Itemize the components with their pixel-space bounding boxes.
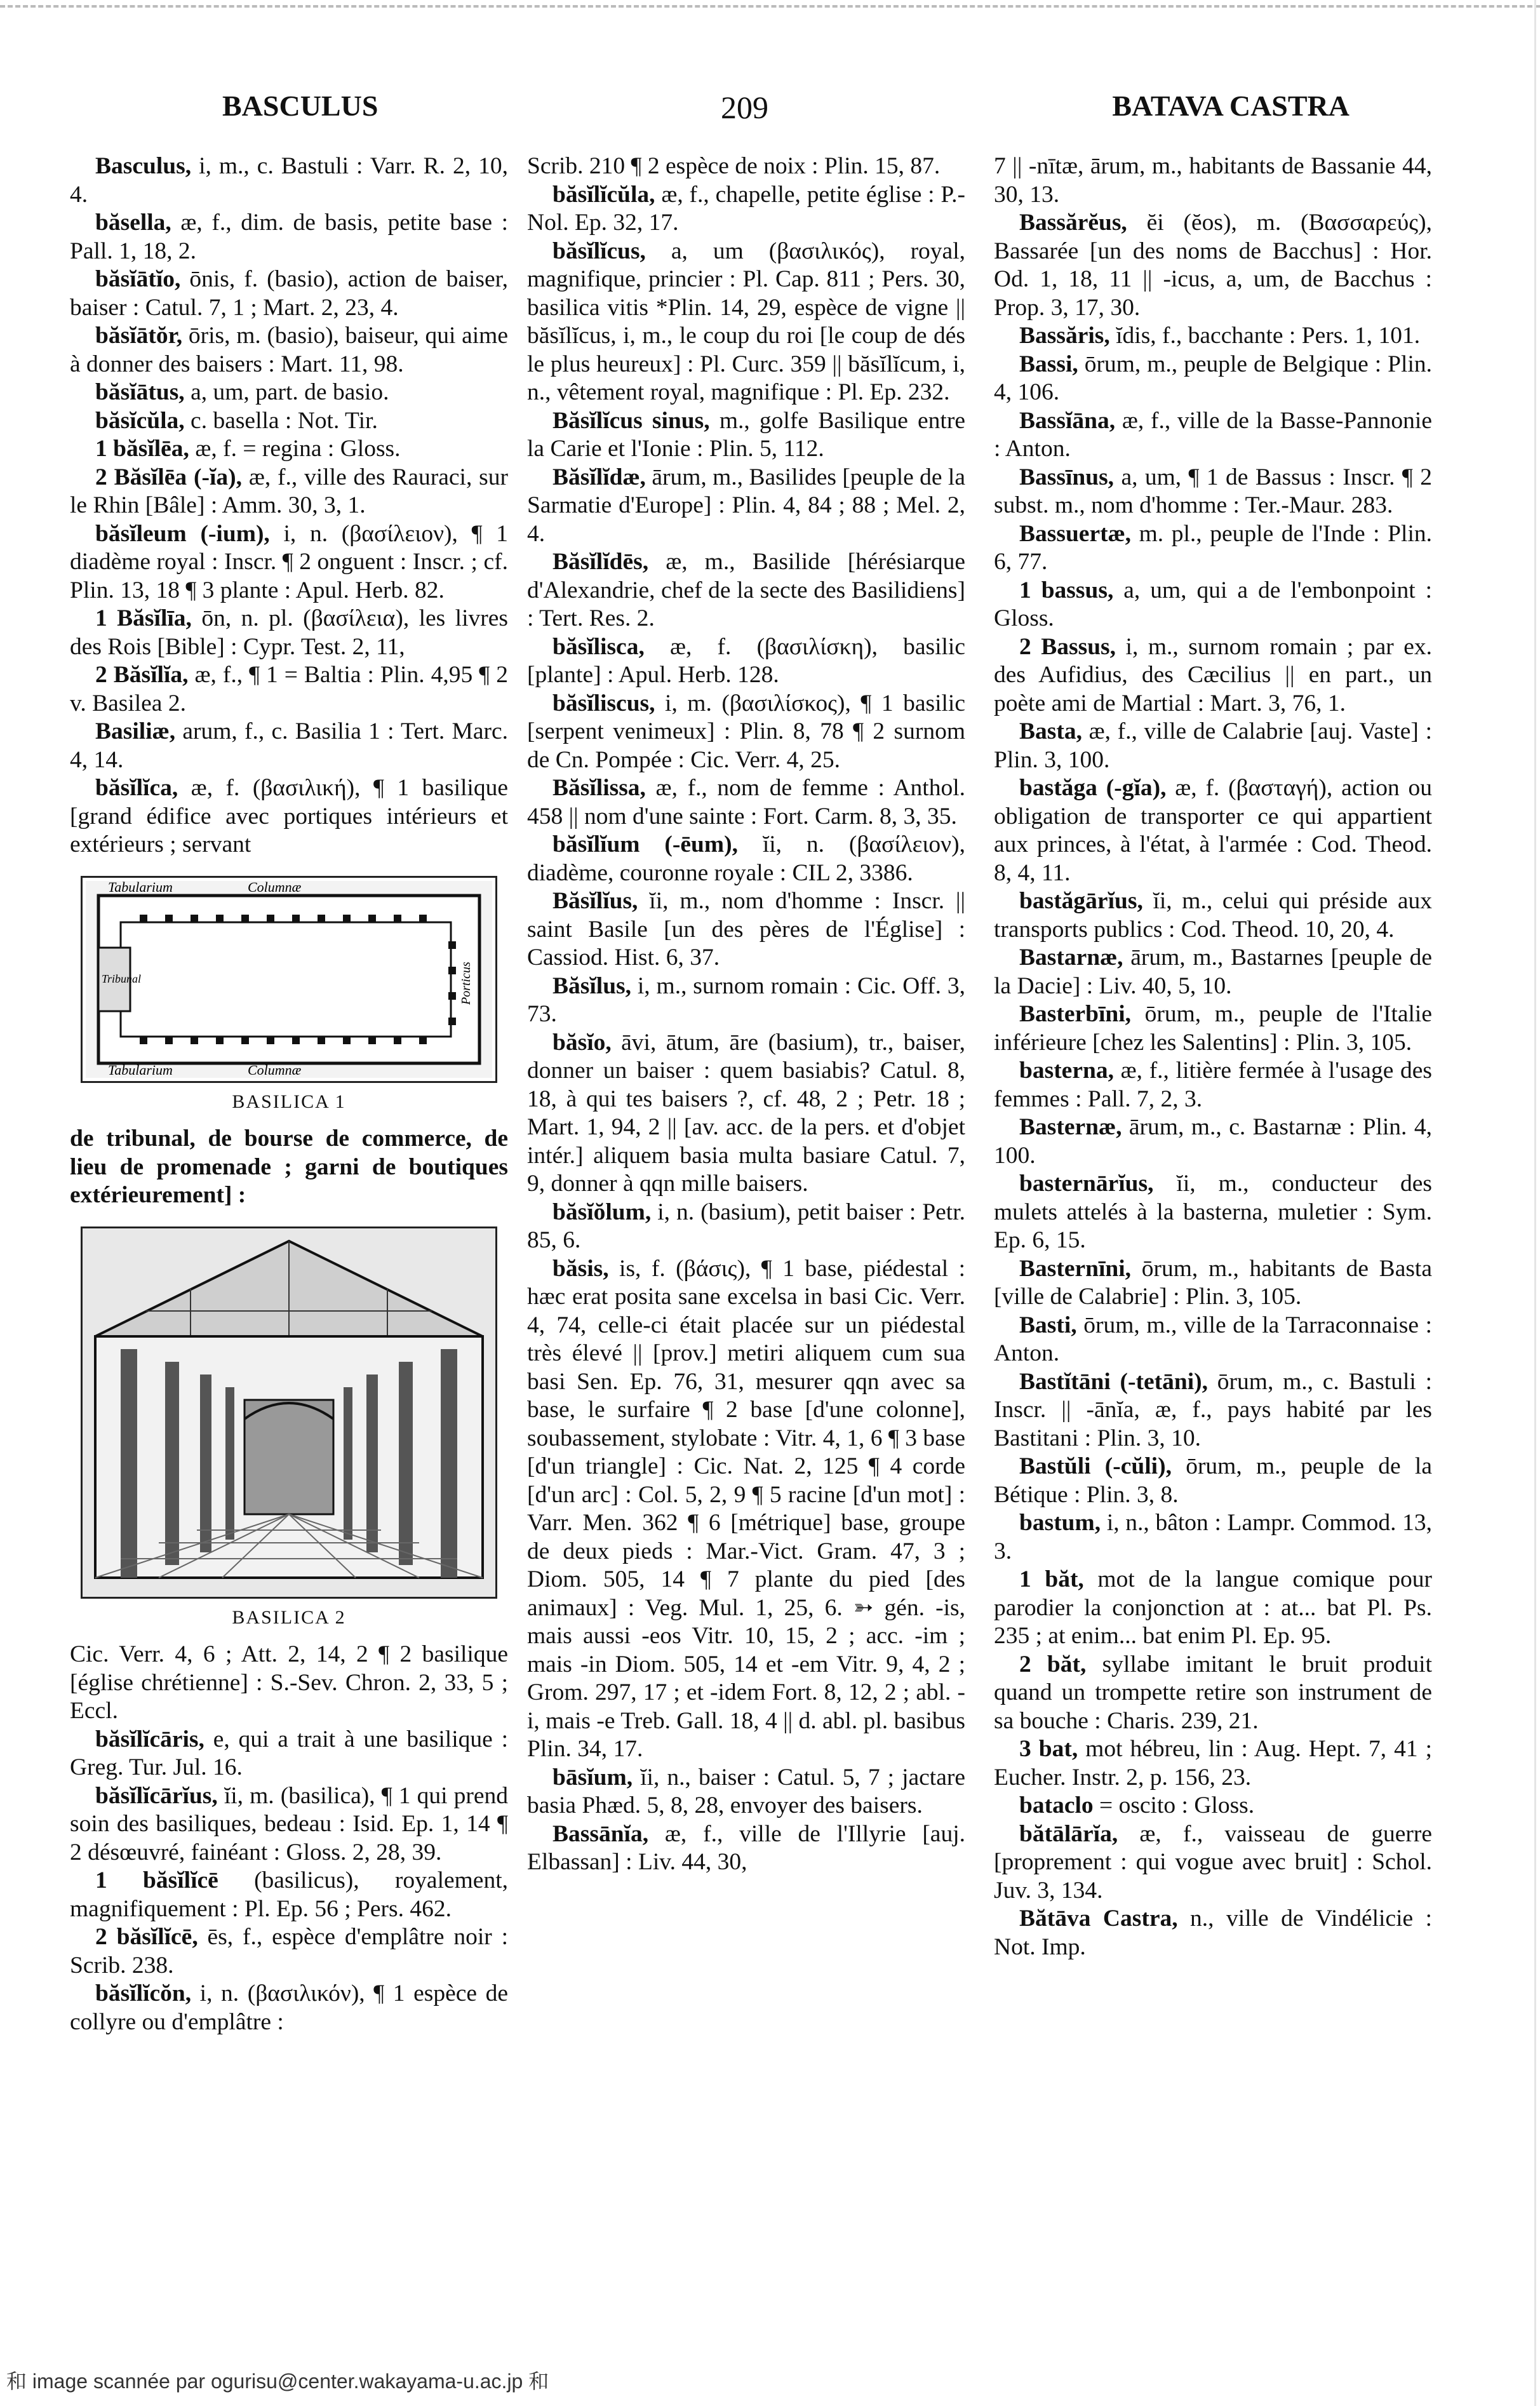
entry-headword: băsĭlĭcŏn, [95,1980,192,2006]
entry-definition: æ, f., litière fermée à l'usage des femmes : Pall. 7, 2, 3. [994,1058,1432,1112]
dictionary-entry [70,464,508,520]
entry-headword: băsella, [95,210,171,236]
dictionary-entry [527,407,965,464]
dictionary-entry [527,152,965,181]
entry-headword: Basti, [1019,1312,1077,1338]
entry-headword: Bastarnæ, [1019,944,1123,971]
dictionary-entry [994,1509,1432,1566]
dictionary-entry [527,831,965,887]
dictionary-entry [994,633,1432,718]
entry-headword: Băsĭlĭdēs, [552,549,649,575]
entry-definition: i, m., surnom romain : Cic. Off. 3, 73. [527,972,965,1027]
entry-definition: ōrum, m., peuple de la Bétique : Plin. 3, 8. [994,1453,1432,1508]
label-porticus: Porticus [459,961,473,1005]
dictionary-entry [70,661,508,718]
entry-definition: i, n. (basium), petit baiser : Petr. 85, 6. [527,1199,965,1253]
entry-headword: băsis, [552,1255,609,1282]
dictionary-entry [994,1113,1432,1170]
label-columnae-bottom: Columnæ [248,1061,302,1078]
dictionary-entry [527,1255,965,1764]
dictionary-entry [994,152,1432,209]
entry-definition: ĭi, n., baiser : Catul. 5, 7 ; jactare basia Phæd. 5, 8, 28, envoyer des baisers. [527,1764,965,1818]
entry-definition: mot de la langue comique pour parodier la conjonction at : at... bat Pl. Ps. 235 ; at enim... bat enim Pl. Ep. 95. [994,1566,1432,1649]
entry-definition: ōrum, m., peuple de l'Italie inférieure [chez les Salentins] : Plin. 3, 105. [994,1001,1432,1056]
dictionary-entry [994,464,1432,520]
entry-definition: m. pl., peuple de l'Inde : Plin. 6, 77. [994,520,1432,575]
entry-headword: băsĭcŭla, [95,407,185,434]
entry-headword: bastăgārĭus, [1019,888,1143,914]
entry-headword: băsĭātus, [95,379,185,405]
entry-definition: æ, f., ¶ 1 = Baltia : Plin. 4,95 ¶ 2 v. Basilea 2. [70,662,508,716]
dictionary-entry [70,718,508,774]
basilica-plan-illustration [81,876,497,1083]
entry-headword: 1 băsĭlĭcē [95,1867,218,1893]
dictionary-entry [527,1820,965,1877]
entry-headword: bastum, [1019,1510,1101,1536]
dictionary-entry [527,464,965,549]
figure-caption-basilica-2: BASILICA 2 [232,1606,346,1628]
entry-headword: Bătāva Castra, [1019,1905,1178,1932]
entry-definition: is, f. (βάσις), ¶ 1 base, piédestal : hæc erat posita sane excelsa in basi Cic. Verr. 4, 74, celle-ci était placée sur un piédestal très élevé || [prov.] metiri aliquem cum sua basi Sen. Ep. 76, 31, mesurer qqn avec sa base, le surfaire ¶ 2 base [d'une colonne], soubassement, stylobate : Vitr. 4, 1, 6 ¶ 3 base [d'un triangle] : Cic. Nat. 2, 125 ¶ 4 corde [d'un arc] : Col. 5, 2, 9 ¶ 5 racine [d'un mot] : Varr. Men. 362 ¶ 6 [métrique] base, groupe de deux pieds : Mar.-Vict. Gram. 47, 3 ; Diom. 505, 14 ¶ 7 plante du pied [des animaux] : Veg. Mul. 1, 25, 6. ➳ gén. -is, mais aussi -eos Vitr. 10, 15, 2 ; acc. -im ; mais -in Diom. 505, 14 et -em Vitr. 9, 4, 2 ; Grom. 297, 17 ; et -idem Fort. 8, 12, 2 ; abl. -i, mais -e Treb. Gall. 18, 4 || d. abl. pl. basibus Plin. 34, 17. [527,1255,965,1762]
dictionary-entry [70,209,508,265]
entry-headword: 1 băt, [1019,1566,1084,1592]
entry-headword: băsĭlĭcāris, [95,1726,204,1752]
entry-headword: băsĭliscus, [552,690,655,716]
dictionary-entry [994,1255,1432,1312]
entry-headword: Basterbīni, [1019,1001,1132,1027]
dictionary-entry [70,407,508,436]
dictionary-entry [994,1566,1432,1651]
dictionary-entry [70,265,508,322]
entry-headword: bătālārĭa, [1019,1820,1118,1847]
entry-definition: āvi, ātum, āre (basium), tr., baiser, donner un baiser : quem basiabis? Catul. 8, 18, à qui tes baisers ?, cf. 48, 2 ; Petr. 18 ; Mart. 1, 94, 2 || [av. acc. de la pers. et d'objet intér.] aliquem basia multa basiare Catul. 7, 9, donner à qqn mille baisers. [527,1029,965,1197]
entry-headword: Bastĭtāni (-tetāni), [1019,1368,1209,1395]
column-middle-entries [527,152,965,1877]
scan-edge-top [0,5,1540,8]
dictionary-entry [527,1764,965,1820]
entry-definition: ōn, n. pl. (βασίλεια), les livres des Rois [Bible] : Cypr. Test. 2, 11, [70,605,508,660]
entry-definition: ēs, f., espèce d'emplâtre noir : Scrib. 238. [70,1924,508,1979]
entry-definition: æ, f., nom de femme : Anthol. 458 || nom d'une sainte : Fort. Carm. 8, 3, 35. [527,775,965,830]
dictionary-entry [527,181,965,238]
figure-basilica-2 [70,1227,508,1632]
entry-definition: i, n., bâton : Lampr. Commod. 13, 3. [994,1510,1432,1564]
entry-headword: Basternīni, [1019,1255,1132,1282]
entry-headword: Bassuertæ, [1019,520,1132,547]
dictionary-entry [70,1641,508,1726]
dictionary-entry [994,407,1432,464]
entry-headword: Bassĭāna, [1019,407,1116,434]
dictionary-entry [994,774,1432,887]
entry-headword: Băsĭlĭcus sinus, [552,407,710,434]
entry-headword: 1 bassus, [1019,577,1114,603]
label-tribunal: Tribunal [102,972,142,985]
scan-credit-footer: 和 image scannée par ogurisu@center.wakayama-u.ac.jp 和 [6,2370,549,2393]
dictionary-entry [994,1312,1432,1368]
dictionary-entry [70,1726,508,1782]
entry-continuation: de tribunal, de bourse de commerce, de lieu de promenade ; garni de boutiques extérieurement] : [70,1126,508,1208]
running-head-left: BASCULUS [222,90,378,122]
figure-basilica-1 [70,876,508,1117]
dictionary-entry [70,605,508,661]
entry-headword: băsĭlĭum (-ēum), [552,831,738,857]
dictionary-entry [70,379,508,407]
basilica-interior-illustration [81,1227,497,1599]
column-left [70,152,508,2299]
entry-definition: 7 || -nītæ, ārum, m., habitants de Bassanie 44, 30, 13. [994,153,1432,208]
dictionary-entry [994,520,1432,577]
dictionary-entry [994,1820,1432,1905]
entry-definition: ĭi, m., celui qui préside aux transports publics : Cod. Theod. 10, 20, 4. [994,888,1432,943]
entry-definition: a, um, qui a de l'embonpoint : Gloss. [994,577,1432,631]
entry-definition: i, n. (βασίλειον), ¶ 1 diadème royal : Inscr. ¶ 2 onguent : Inscr. ; cf. Plin. 13, 18 ¶ 3 plante : Apul. Herb. 82. [70,520,508,603]
entry-headword: 1 Băsĭlīa, [95,605,192,631]
dictionary-entry [70,1980,508,2036]
dictionary-entry [70,1923,508,1980]
dictionary-entry [994,1453,1432,1509]
dictionary-entry [70,520,508,605]
entry-definition: c. basella : Not. Tir. [184,407,378,434]
entry-definition: æ, f., ville de l'Illyrie [auj. Elbassan] : Liv. 44, 30, [527,1820,965,1875]
entry-definition: æ, f. (βασιλίσκη), basilic [plante] : Apul. Herb. 128. [527,633,965,688]
entry-definition: ōrum, m., peuple de Belgique : Plin. 4, 106. [994,351,1432,405]
dictionary-entry [527,548,965,633]
dictionary-entry [70,435,508,464]
dictionary-entry [70,152,508,209]
entry-definition: ĕi (ĕos), m. (Βασσαρεύς), Bassarée [un des noms de Bacchus] : Hor. Od. 1, 18, 11 || -icus, a, um, de Bacchus : Prop. 3, 17, 30. [994,210,1432,321]
entry-headword: băsĭo, [552,1029,612,1056]
label-columnae-top: Columnæ [248,878,302,895]
dictionary-entry [994,1792,1432,1820]
scan-edge-right [1534,0,1536,2406]
dictionary-entry [994,209,1432,322]
entry-headword: bataclo [1019,1792,1094,1818]
running-head [64,89,1476,133]
entry-headword: Bassi, [1019,351,1078,377]
dictionary-entry [527,633,965,690]
dictionary-entry [994,1000,1432,1057]
entry-headword: 2 băt, [1019,1651,1087,1677]
label-tabularium-top: Tabularium [108,878,173,895]
entry-definition: ĭdis, f., bacchante : Pers. 1, 101. [1109,323,1421,349]
column-left-entries-bottom [70,1641,508,2036]
dictionary-entry [994,1057,1432,1113]
entry-headword: băsĭlĭcus, [552,238,646,264]
column-right [994,152,1432,2299]
dictionary-entry [70,774,508,859]
entry-definition: (basilicus), royalement, magnifiquement : Pl. Ep. 56 ; Pers. 462. [70,1867,508,1922]
entry-definition: æ, f. = regina : Gloss. [189,436,401,462]
entry-definition: Cic. Verr. 4, 6 ; Att. 2, 14, 2 ¶ 2 basilique [église chrétienne] : S.-Sev. Chron. 2, 33, 5 ; Eccl. [70,1641,508,1724]
dictionary-entry [994,887,1432,944]
entry-headword: Basternæ, [1019,1114,1122,1140]
entry-definition: ōrum, m., habitants de Basta [ville de Calabrie] : Plin. 3, 105. [994,1255,1432,1310]
entry-definition: æ, f., chapelle, petite église : P.-Nol. Ep. 32, 17. [527,181,965,236]
entry-definition: æ, f., dim. de basis, petite base : Pall. 1, 18, 2. [70,210,508,264]
entry-headword: băsĭlisca, [552,633,645,660]
dictionary-entry [994,577,1432,633]
entry-definition: æ, f. (βασταγή), action ou obligation de transporter ce qui appartient aux princes, à l'état, à l'armée : Cod. Theod. 8, 4, 11. [994,775,1432,886]
entry-headword: Bastŭli (-cŭli), [1019,1453,1172,1479]
entry-headword: băsĭŏlum, [552,1199,652,1225]
dictionary-entry [994,1368,1432,1453]
entry-definition: a, um (βασιλικός), royal, magnifique, princier : Pl. Cap. 811 ; Pers. 30, basilica vitis *Plin. 14, 29, espèce de vigne || băsĭlĭcus, i, m., le coup du roi [le coup de dés le plus heureux] : Pl. Curc. 359 || băsĭlĭcum, i, n., vêtement royal, magnifique : Pl. Ep. 232. [527,238,965,405]
entry-definition: ārum, m., Basilides [peuple de la Sarmatie d'Europe] : Plin. 4, 84 ; 88 ; Mel. 2, 4. [527,464,965,547]
entry-definition: Scrib. 210 ¶ 2 espèce de noix : Plin. 15, 87. [527,153,941,179]
entry-headword: băsĭātŏr, [95,323,183,349]
entry-headword: basterna, [1019,1058,1114,1084]
entry-headword: Basta, [1019,718,1082,744]
entry-headword: băsĭlĭca, [95,775,178,801]
figure-caption-basilica-1: BASILICA 1 [232,1091,346,1112]
label-tabularium-bottom: Tabularium [108,1061,173,1078]
entry-headword: băsĭlĭcŭla, [552,181,655,208]
dictionary-entry [994,351,1432,407]
entry-definition: m., golfe Basilique entre la Carie et l'Ionie : Plin. 5, 112. [527,407,965,462]
dictionary-entry [70,1867,508,1923]
dictionary-entry [527,238,965,407]
entry-definition: i, m., c. Bastuli : Varr. R. 2, 10, 4. [70,153,508,208]
entry-headword: băsĭātĭo, [95,266,181,292]
entry-definition: syllabe imitant le bruit produit quand un trompette retire son instrument de sa bouche : Charis. 239, 21. [994,1651,1432,1734]
entry-headword: băsĭleum (-ium), [95,520,270,547]
entry-definition: æ, f., vaisseau de guerre [proprement : qui vogue avec bruit] : Schol. Juv. 3, 134. [994,1820,1432,1904]
entry-definition: n., ville de Vindélicie : Not. Imp. [994,1905,1432,1960]
entry-definition: ōrum, m., ville de la Tarraconnaise : Anton. [994,1312,1432,1366]
entry-headword: Bassăris, [1019,323,1110,349]
dictionary-entry [994,322,1432,351]
entry-definition: ōrum, m., c. Bastuli : Inscr. || -ānĭa, æ, f., pays habité par les Bastitani : Plin. 3, 10. [994,1368,1432,1451]
entry-definition: a, um, part. de basio. [184,379,389,405]
entry-definition: æ, f., ville des Rauraci, sur le Rhin [Bâle] : Amm. 30, 3, 1. [70,464,508,518]
entry-headword: Basculus, [95,153,192,179]
entry-headword: Băsĭlĭus, [552,888,638,914]
entry-headword: Bassānĭa, [552,1820,649,1847]
entry-headword: 2 Bassus, [1019,633,1116,660]
entry-headword: Bassărĕus, [1019,210,1127,236]
entry-definition: ārum, m., Bastarnes [peuple de la Dacie] : Liv. 40, 5, 10. [994,944,1432,999]
entry-definition: æ, f. (βασιλική), ¶ 1 basilique [grand édifice avec portiques intérieurs et extérieurs ; servant [70,775,508,857]
page-number: 209 [721,90,768,125]
dictionary-entry [527,1199,965,1255]
entry-definition: ōris, m. (basio), baiseur, qui aime à donner des baisers : Mart. 11, 98. [70,323,508,377]
dictionary-entry [527,972,965,1029]
entry-headword: bastăga (-gĭa), [1019,775,1167,801]
entry-headword: 2 băsĭlĭcē, [95,1924,198,1950]
dictionary-entry [527,887,965,972]
entry-definition: æ, f., ville de la Basse-Pannonie : Anton. [994,407,1432,462]
entry-definition: ārum, m., c. Bastarnæ : Plin. 4, 100. [994,1114,1432,1169]
dictionary-entry [994,1170,1432,1255]
entry-headword: bāsĭum, [552,1764,633,1791]
dictionary-entry [70,1782,508,1867]
entry-definition: mot hébreu, lin : Aug. Hept. 7, 41 ; Eucher. Instr. 2, p. 156, 23. [994,1736,1432,1791]
entry-definition: arum, f., c. Basilia 1 : Tert. Marc. 4, 14. [70,718,508,773]
entry-definition: æ, m., Basilide [hérésiarque d'Alexandrie, chef de la secte des Basilidiens] : Tert. Res. 2. [527,549,965,631]
column-left-entries-top [70,152,508,859]
dictionary-entry [994,1651,1432,1736]
entry-headword: 2 Băsĭlēa (-ĭa), [95,464,242,490]
column-middle [527,152,965,2299]
entry-definition: ĭi, m., nom d'homme : Inscr. || saint Basile [un des pères de l'Église] : Cassiod. Hist. 6, 37. [527,888,965,971]
entry-headword: Bassīnus, [1019,464,1115,490]
entry-headword: basternārĭus, [1019,1171,1154,1197]
dictionary-entry [70,322,508,379]
entry-headword: băsĭlĭcārĭus, [95,1782,218,1809]
entry-definition: ĭi, m. (basilica), ¶ 1 qui prend soin des basiliques, bedeau : Isid. Ep. 1, 14 ¶ 2 désœuvré, fainéant : Gloss. 2, 28, 39. [70,1782,508,1865]
dictionary-entry [994,944,1432,1000]
entry-headword: Băsĭlĭdæ, [552,464,646,490]
dictionary-entry [994,1905,1432,1961]
entry-headword: 1 băsĭlēa, [95,436,189,462]
entry-definition: ĭi, n. (βασίλειον), diadème, couronne royale : CIL 2, 3386. [527,831,965,886]
dictionary-entry [994,1735,1432,1792]
entry-headword: Basiliæ, [95,718,176,744]
entry-definition: ĭi, m., conducteur des mulets attelés à la basterna, muletier : Sym. Ep. 6, 15. [994,1171,1432,1253]
column-right-entries [994,152,1432,1961]
entry-definition: i, m., surnom romain ; par ex. des Aufidius, des Cæcilius || en part., un poète ami de Martial : Mart. 3, 76, 1. [994,633,1432,716]
dictionary-entry [994,718,1432,774]
entry-definition: æ, f., ville de Calabrie [auj. Vaste] : Plin. 3, 100. [994,718,1432,773]
entry-definition: i, n. (βασιλικόν), ¶ 1 espèce de collyre ou d'emplâtre : [70,1980,508,2035]
entry-headword: Băsĭlissa, [552,775,646,801]
entry-definition: ōnis, f. (basio), action de baiser, baiser : Catul. 7, 1 ; Mart. 2, 23, 4. [70,266,508,321]
entry-definition: i, m. (βασιλίσκος), ¶ 1 basilic [serpent venimeux] : Plin. 8, 78 ¶ 2 surnom de Cn. Pompée : Cic. Verr. 4, 25. [527,690,965,773]
dictionary-entry [527,690,965,775]
entry-definition: e, qui a trait à une basilique : Greg. Tur. Jul. 16. [70,1726,508,1780]
dictionary-entry [527,774,965,831]
entry-headword: 2 Băsĭlĭa, [95,662,189,688]
entry-headword: 3 bat, [1019,1736,1078,1762]
entry-definition: = oscito : Gloss. [1093,1792,1255,1818]
running-head-right: BATAVA CASTRA [1112,90,1349,122]
entry-headword: Băsĭlus, [552,972,632,999]
dictionary-entry [527,1029,965,1199]
entry-definition: a, um, ¶ 1 de Bassus : Inscr. ¶ 2 subst. m., nom d'homme : Ter.-Maur. 283. [994,464,1432,518]
